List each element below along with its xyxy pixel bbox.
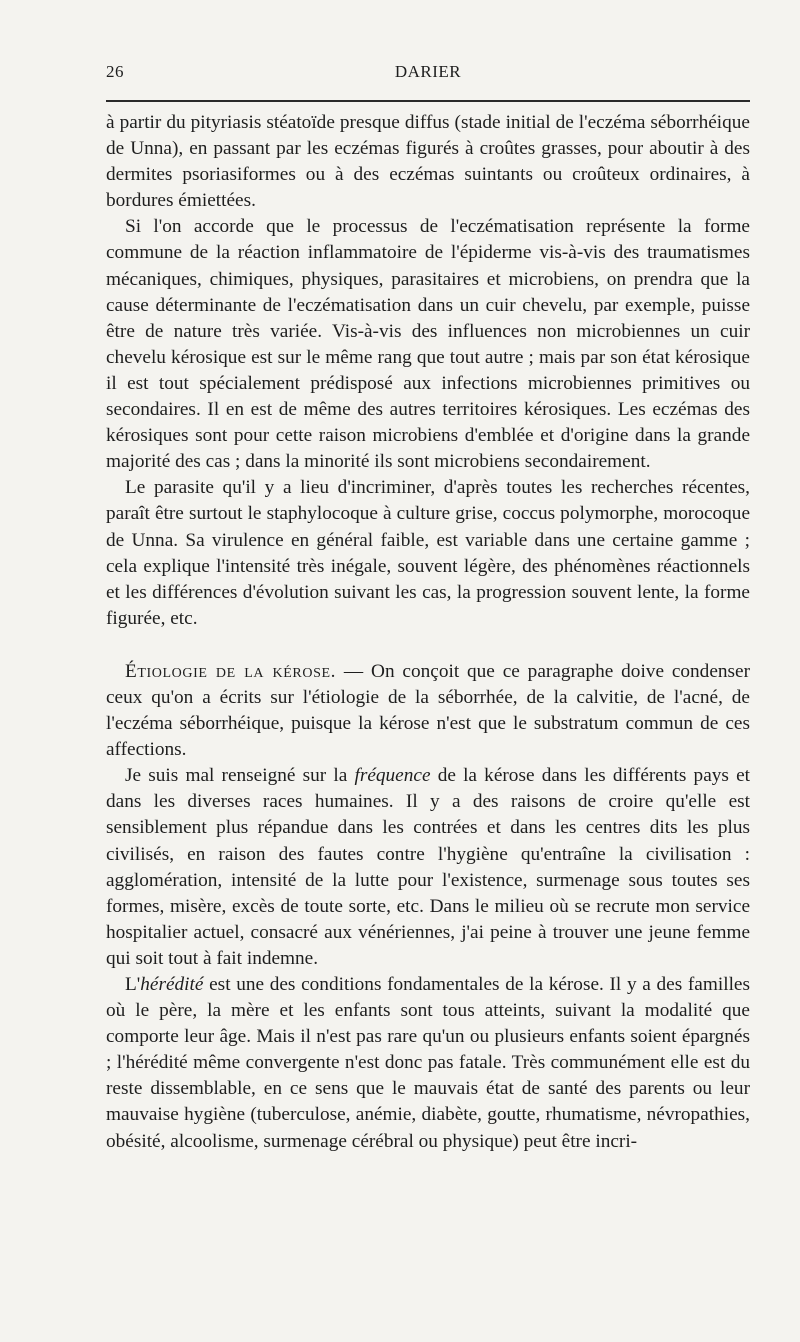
page-number: 26 [106, 62, 124, 81]
header-rule [106, 100, 750, 102]
section-heading: Étiologie de la kérose. [125, 660, 337, 682]
paragraph-parasite: Le parasite qu'il y a lieu d'incriminer, d'après toutes les recherches récentes, paraît être surtout le staphylocoque à culture grise, coccus polymorphe, morocoque de Unna. Sa virulence en général faible, est variable dans une certaine gamme ; cela explique l'intensité très inégale, souvent légère, des phénomènes réactionnels et les différences d'évolution suivant les cas, la progression souvent lente, la forme figurée, etc. [106, 477, 750, 629]
paragraph-eczematisation: Si l'on accorde que le processus de l'eczématisation représente la forme commune de la réaction inflammatoire de l'épiderme vis-à-vis des traumatismes mécaniques, chimiques, physiques, parasitaires et microbiens, on prendra que la cause déterminante de l'eczématisation dans un cuir chevelu, par exemple, puisse être de nature très variée. Vis-à-vis des influences non microbiennes un cuir chevelu kérosique est sur le même rang que tout autre ; mais par son état kérosique il est tout spécialement prédisposé aux infections microbiennes primitives ou secondaires. Il en est de même des autres territoires kérosiques. Les eczémas des kérosiques sont pour cette raison microbiens d'emblée et d'origine dans la grande majorité des cas ; dans la minorité ils sont microbiens secondairement. [106, 216, 750, 473]
paragraph-frequence-start: Je suis mal renseigné sur la [125, 765, 355, 787]
paragraph-etiologie [106, 659, 750, 763]
paragraph-heredite-start: L' [125, 974, 141, 995]
section-spacer [106, 632, 750, 659]
paragraph-continuation: à partir du pityriasis stéatoïde presque diffus (stade initial de l'eczéma séborrhéique de Unna), en passant par les eczémas figurés à croûtes grasses, pour aboutir à des dermites psoriasiformes ou à des eczémas suintants ou croûteux ordinaires, à bordures émiettées. [106, 112, 750, 212]
term-frequence: fréquence [354, 765, 431, 787]
section-dash: — [336, 660, 372, 682]
running-head: DARIER [394, 62, 462, 81]
paragraph-heredite [106, 972, 750, 1155]
paragraph-frequence [106, 763, 750, 972]
paragraph-frequence-rest: de la kérose dans les différents pays et dans les diverses races humaines. Il y a des raisons de croire qu'elle est sensiblement plus répandue dans les contrées et dans les centres dits les plus civilisés, en raison des fautes contre l'hygiène qu'entraîne la civilisation : agglomération, intensité de la lutte pour l'existence, surmenage sous toutes ses formes, misère, excès de toute sorte, etc. Dans le milieu où se recrute mon service hospitalier actuel, consacré aux vénériennes, j'ai peine à trouver une jeune femme qui soit tout à fait indemne. [106, 765, 750, 969]
term-heredite: hérédité [140, 974, 204, 995]
section-lead-text: On conçoit que ce paragraphe doive condenser ceux qu'on a écrits sur l'étiologie de la séborrhée, de la calvitie, de l'acné, de l'eczéma séborrhéique, puisque la kérose n'est que le substratum commun de ces affections. [106, 660, 751, 761]
page-header [106, 62, 750, 86]
paragraph-heredite-rest: est une des conditions fondamentales de la kérose. Il y a des familles où le père, la mère et les enfants sont tous atteints, suivant la modalité que comporte leur âge. Mais il n'est pas rare qu'un ou plusieurs enfants soient épargnés ; l'hérédité même convergente n'est donc pas fatale. Très communément elle est du reste dissemblable, en ce sens que le mauvais état de santé des parents ou leur mauvaise hygiène (tuberculose, anémie, diabète, goutte, rhumatisme, névropathies, obésité, alcoolisme, surmenage cérébral ou physique) peut être incri- [106, 974, 750, 1152]
page-body [106, 110, 750, 1155]
